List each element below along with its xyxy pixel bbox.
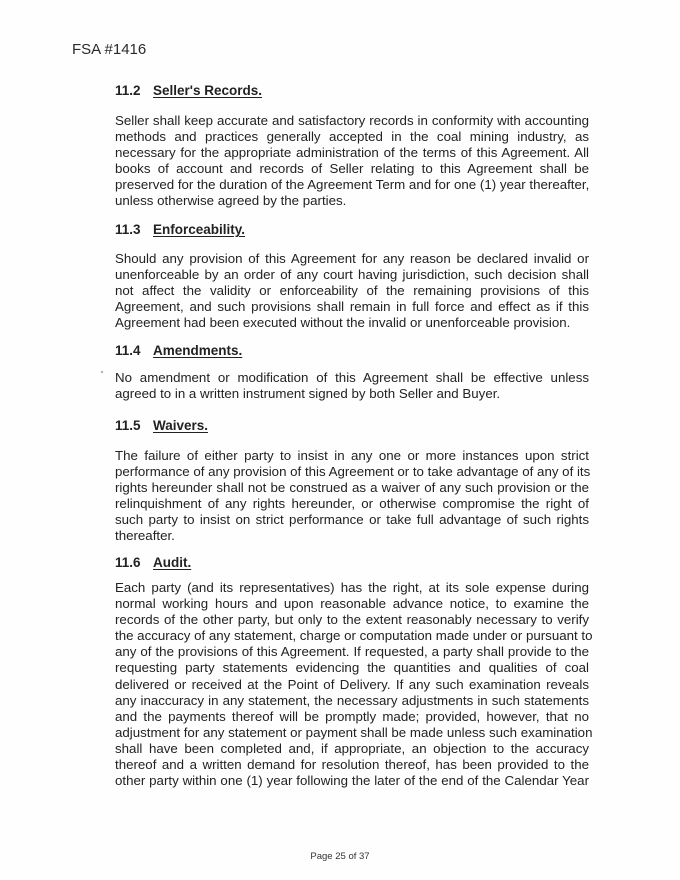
- text-line: The failure of either party to insist in any one or more instances upon strict: [115, 448, 589, 463]
- text-line: unenforceable by an order of any court having jurisdiction, such decision shall: [115, 267, 589, 283]
- section-number: 11.4: [115, 343, 141, 358]
- text-line: delivered or received at the Point of Delivery. If any such examination reveals: [115, 676, 589, 692]
- text-line: the accuracy of any statement, charge or computation made under or pursuant to: [115, 628, 593, 644]
- section-number: 11.5: [115, 418, 141, 433]
- text-line: relinquishment of any rights hereunder, or otherwise compromise the right of: [115, 496, 589, 512]
- text-line: rights hereunder shall not be construed as a waiver of any such provision or the: [115, 480, 589, 496]
- text-line: thereafter.: [115, 528, 175, 544]
- section-number: 11.2: [115, 83, 141, 98]
- section-title: Audit.: [153, 555, 192, 570]
- section-number: 11.6: [115, 555, 141, 570]
- text-line: necessary for the appropriate administration of the terms of this Agreement. All: [115, 145, 589, 161]
- text-line: Agreement had been executed without the invalid or unenforceable provision.: [115, 315, 571, 331]
- text-line: adjustment for any statement or payment shall be made unless such examination: [115, 724, 593, 740]
- text-line: Should any provision of this Agreement for any reason be declared invalid or: [115, 251, 589, 266]
- text-line: shall have been completed and, if appropriate, an objection to the accuracy: [115, 740, 589, 756]
- text-line: preserved for the duration of the Agreement Term and for one (1) year thereafter,: [115, 177, 590, 193]
- text-line: unless otherwise agreed by the parties.: [115, 193, 347, 209]
- text-line: thereof and a written demand for resolution thereof, has been provided to the: [115, 757, 589, 773]
- scan-speck: [101, 371, 103, 373]
- section-title: Waivers.: [153, 418, 209, 433]
- text-line: any inaccuracy in any statement, the necessary adjustments in such statements: [115, 692, 589, 708]
- section-heading-11-2: [115, 83, 262, 98]
- section-body-11-2: [115, 113, 589, 210]
- document-id-header: FSA #1416: [72, 41, 147, 58]
- section-body-11-5: [115, 448, 589, 545]
- section-title: Enforceability.: [153, 222, 246, 237]
- text-line: requesting party statements evidencing the quantities and qualities of coal: [115, 660, 589, 676]
- section-heading-11-4: [115, 343, 242, 358]
- text-line: performance of any provision of this Agreement or to take advantage of any of its: [115, 464, 591, 480]
- section-heading-11-5: [115, 418, 208, 433]
- text-line: records of the other party, but only to the extent reasonably necessary to verify: [115, 612, 589, 628]
- section-number: 11.3: [115, 222, 141, 237]
- text-line: agreed to in a written instrument signed by both Seller and Buyer.: [115, 386, 501, 402]
- text-line: No amendment or modification of this Agreement shall be effective unless: [115, 370, 589, 385]
- section-heading-11-3: [115, 222, 245, 237]
- text-line: books of account and records of Seller relating to this Agreement shall be: [115, 161, 589, 177]
- page-number-footer: Page 25 of 37: [310, 851, 370, 862]
- section-body-11-3: [115, 251, 589, 331]
- text-line: Seller shall keep accurate and satisfactory records in conformity with accounting: [115, 113, 589, 128]
- text-line: other party within one (1) year following the later of the end of the Calendar Year: [115, 773, 589, 789]
- section-heading-11-6: [115, 555, 191, 570]
- section-title: Seller's Records.: [153, 83, 263, 98]
- text-line: Agreement, and such provisions shall remain in full force and effect as if this: [115, 299, 589, 315]
- text-line: Each party (and its representatives) has the right, at its sole expense during: [115, 580, 589, 595]
- text-line: any of the provisions of this Agreement. If requested, a party shall provide to the: [115, 644, 589, 660]
- section-title: Amendments.: [153, 343, 243, 358]
- section-body-11-4: [115, 370, 589, 402]
- text-line: not affect the validity or enforceability of the remaining provisions of this: [115, 283, 589, 299]
- text-line: such party to insist on strict performance or take full advantage of such rights: [115, 512, 589, 528]
- text-line: methods and practices generally accepted in the coal mining industry, as: [115, 129, 589, 145]
- text-line: normal working hours and upon reasonable advance notice, to examine the: [115, 596, 589, 612]
- text-line: and the payments thereof will be promptly made; provided, however, that no: [115, 708, 589, 724]
- section-body-11-6: [115, 580, 593, 789]
